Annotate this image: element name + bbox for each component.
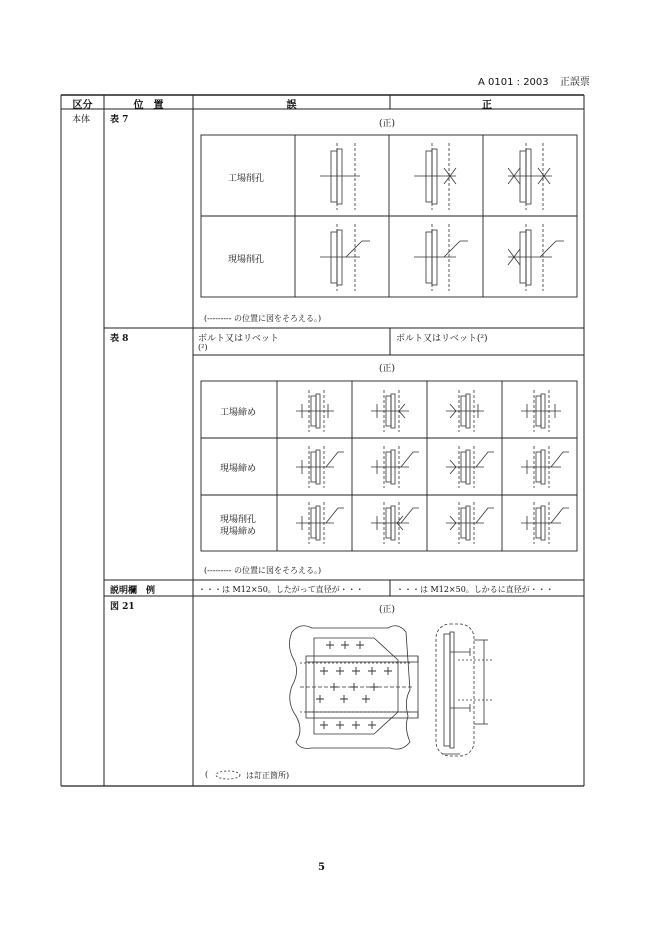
category-cell: 本体 xyxy=(72,115,91,125)
figure21-drawing xyxy=(289,624,494,756)
table7-drawings xyxy=(320,143,564,291)
table8-row-label-3b: 現場締め xyxy=(220,527,257,537)
table8-caption: (正) xyxy=(379,364,396,374)
figure21-position: 図 21 xyxy=(110,602,135,612)
table8-row-label-3a: 現場削孔 xyxy=(220,515,257,525)
figure21-note-prefix: ( xyxy=(205,770,209,779)
document-type: 正誤票 xyxy=(559,77,590,88)
explanation-wrong-text: ・・・は M12×50。したがって直径が・・・ xyxy=(198,585,364,594)
table8-row-label-1: 工場締め xyxy=(220,408,257,418)
table8-wrong-text: ボルト又はリベット xyxy=(198,334,279,344)
page-number: 5 xyxy=(318,862,325,873)
table8-wrong-superscript: (²) xyxy=(198,343,208,352)
column-header-category: 区分 xyxy=(72,100,93,111)
explanation-correct-text: ・・・は M12×50。しかるに直径が・・・ xyxy=(396,585,554,594)
table7-position: 表 7 xyxy=(110,115,129,125)
correction-marker-icon xyxy=(216,771,240,779)
table8-row-label-2: 現場締め xyxy=(220,464,257,474)
table7-row-label-1: 工場削孔 xyxy=(228,174,265,184)
table7-caption: (正) xyxy=(379,119,396,129)
table7-row-label-2: 現場削孔 xyxy=(228,255,265,265)
figure21-caption: (正) xyxy=(379,605,396,615)
table7-note: (--------- の位置に図をそろえる。) xyxy=(204,314,322,323)
explanation-position: 説明欄 例 xyxy=(110,586,156,596)
table8-position: 表 8 xyxy=(110,334,129,344)
document-id: A 0101 : 2003 xyxy=(478,77,549,88)
table8-drawings xyxy=(296,390,569,544)
table8-note: (--------- の位置に図をそろえる。) xyxy=(204,566,322,575)
table8-grid xyxy=(201,381,577,551)
column-header-position: 位 置 xyxy=(133,100,164,111)
table8-correct-text: ボルト又はリベット(²) xyxy=(396,334,488,344)
table7-grid xyxy=(201,135,577,297)
figure21-note-suffix: は訂正箇所) xyxy=(246,771,290,780)
column-header-correct: 正 xyxy=(482,100,492,111)
column-header-wrong: 誤 xyxy=(286,100,297,111)
